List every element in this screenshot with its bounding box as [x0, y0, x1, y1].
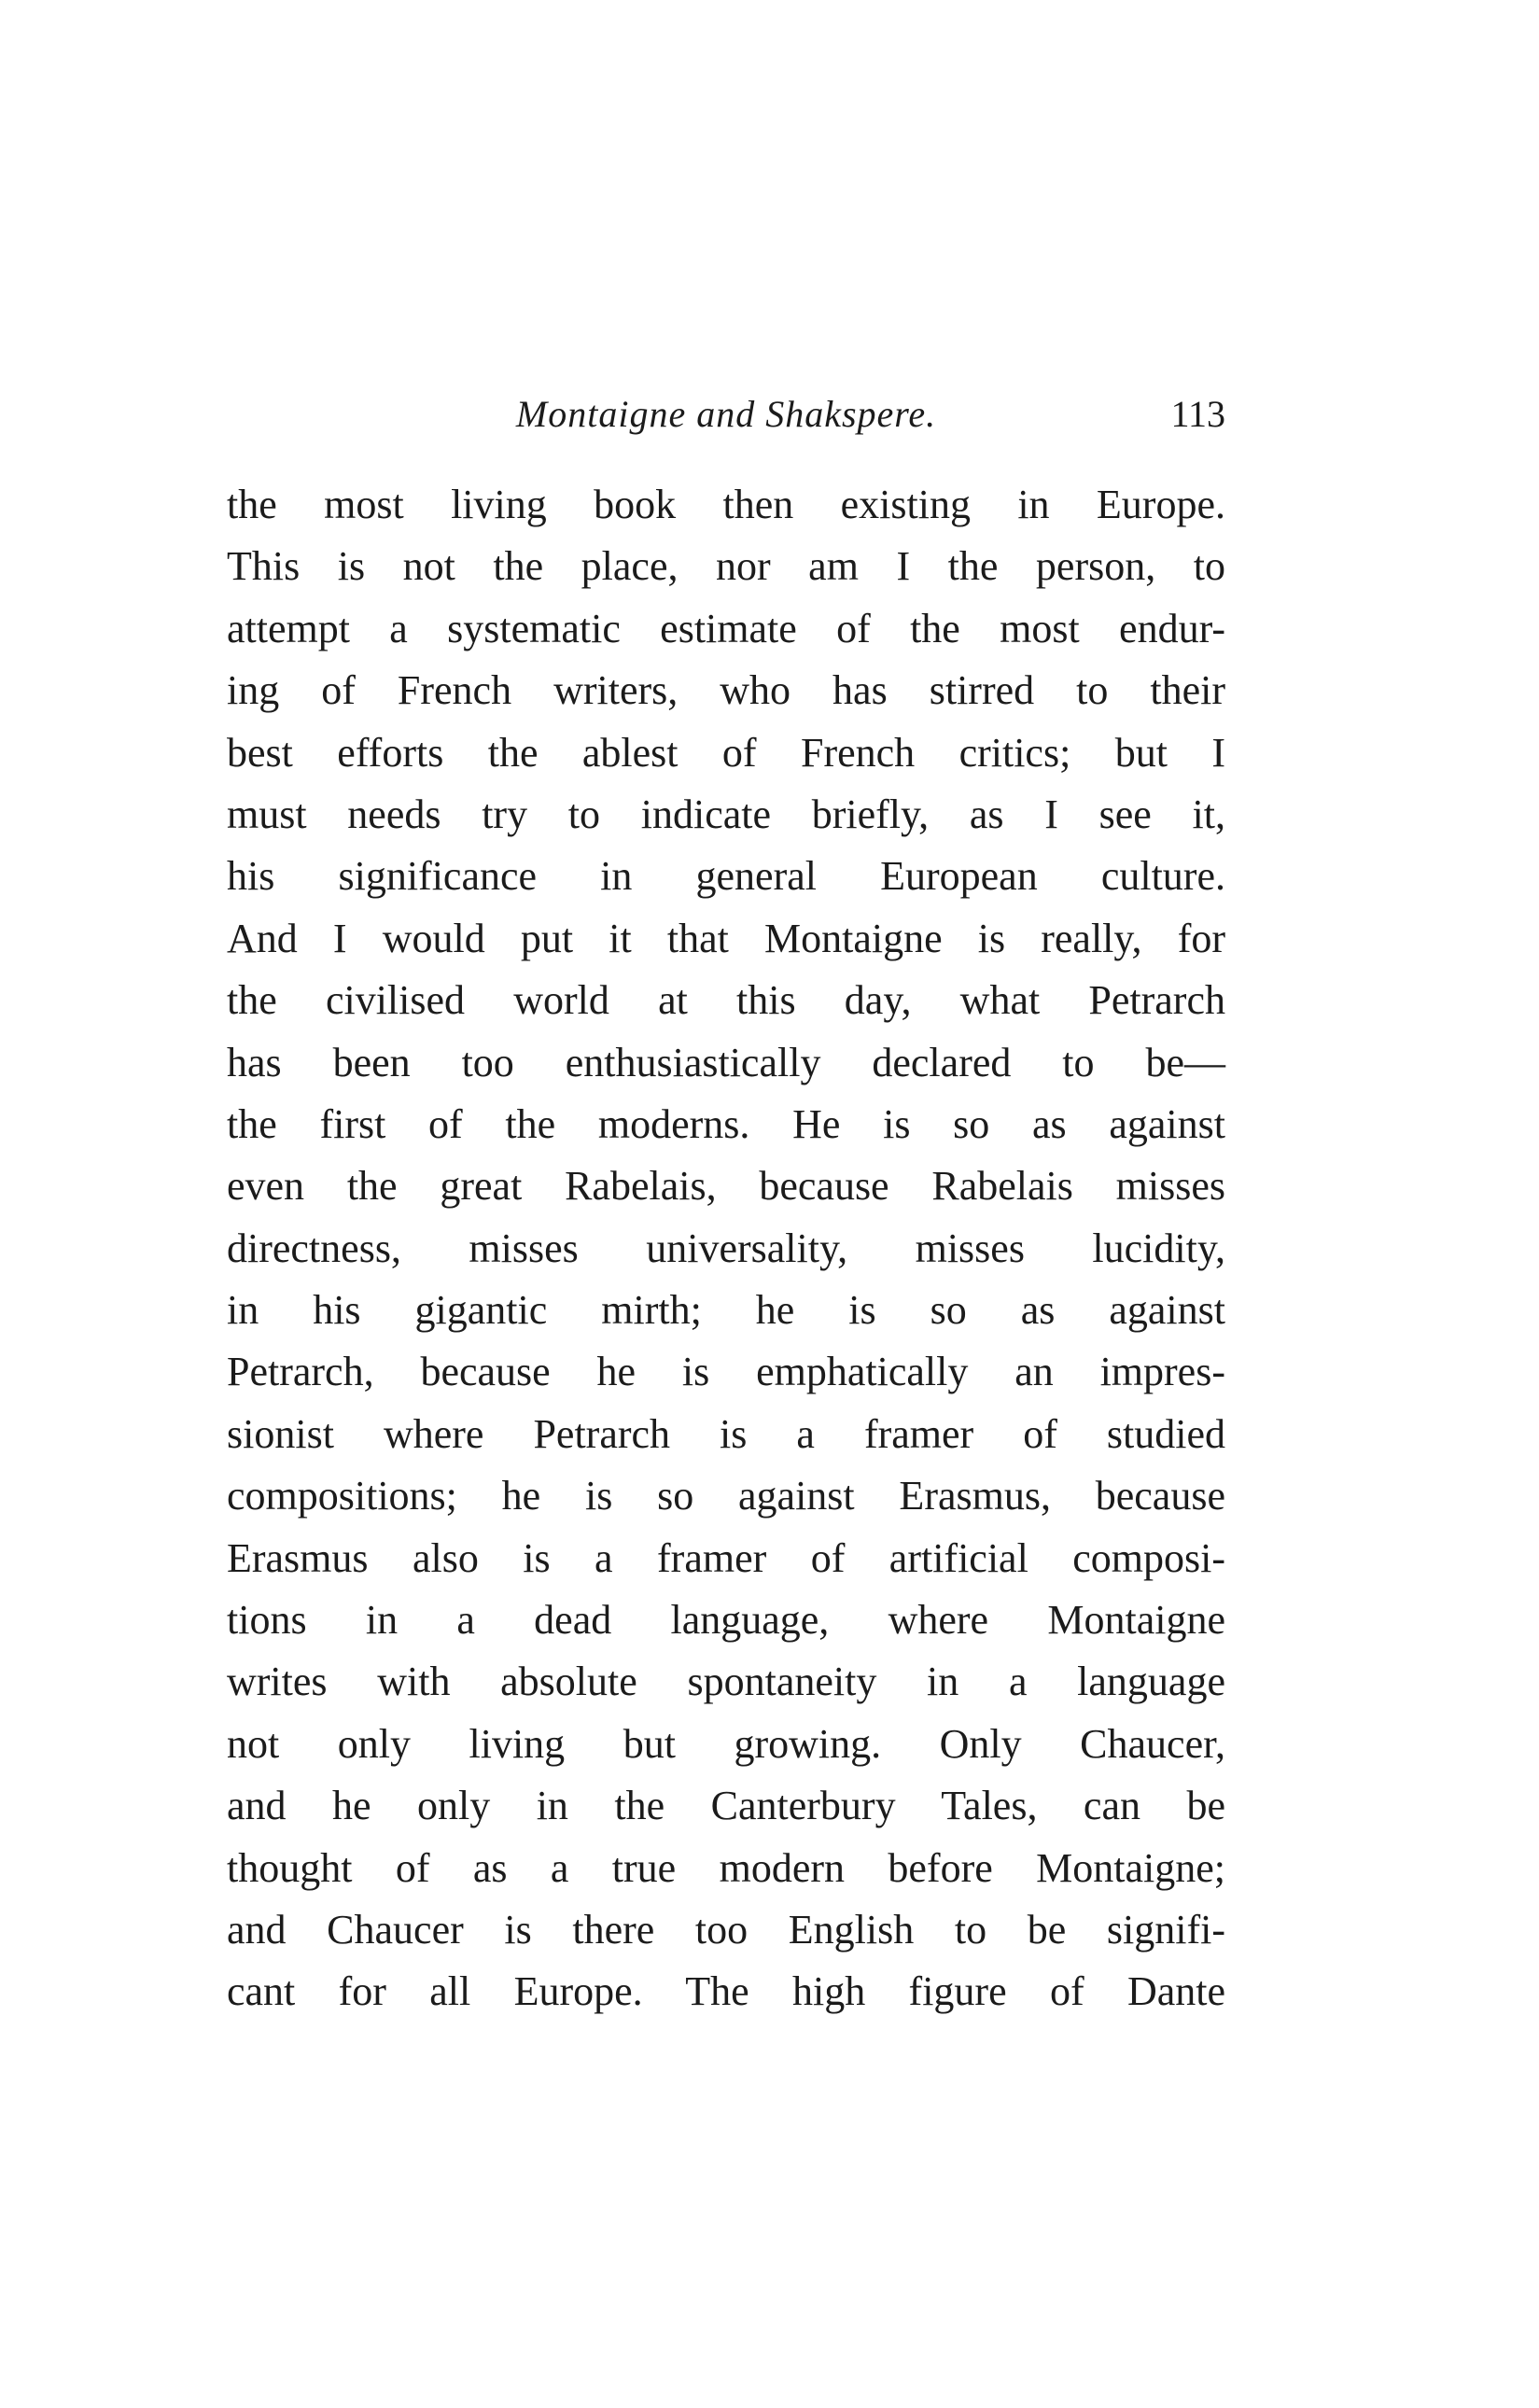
text-line: And I would put it that Montaigne is really, for [227, 915, 1225, 961]
text-line: tions in a dead language, where Montaigne [227, 1597, 1225, 1644]
text-line: sionist where Petrarch is a framer of studied [227, 1410, 1225, 1457]
running-head [227, 386, 1225, 442]
text-line: This is not the place, nor am I the person, to [227, 543, 1225, 590]
text-line: compositions; he is so against Erasmus, because [227, 1473, 1225, 1519]
text-line: has been too enthusiastically declared to be— [227, 1039, 1225, 1085]
text-line: attempt a systematic estimate of the most endur- [227, 605, 1225, 651]
text-line: and Chaucer is there too English to be signifi- [227, 1906, 1225, 1953]
text-line: cant for all Europe. The high figure of Dante [227, 1968, 1225, 2015]
text-line: not only living but growing. Only Chaucer, [227, 1720, 1225, 1767]
text-line: must needs try to indicate briefly, as I see it, [227, 791, 1225, 837]
text-line: the civilised world at this day, what Petrarch [227, 977, 1225, 1024]
running-title: Montaigne and Shakspere. [515, 393, 937, 435]
text-line: directness, misses universality, misses lucidity, [227, 1225, 1225, 1271]
text-line: even the great Rabelais, because Rabelais misses [227, 1163, 1225, 1210]
text-line: Erasmus also is a framer of artificial composi- [227, 1534, 1225, 1581]
text-line: Petrarch, because he is emphatically an impres- [227, 1349, 1225, 1395]
text-line: in his gigantic mirth; he is so as against [227, 1287, 1225, 1334]
text-line: writes with absolute spontaneity in a language [227, 1659, 1225, 1705]
text-line: and he only in the Canterbury Tales, can be [227, 1783, 1225, 1829]
text-line: ing of French writers, who has stirred to their [227, 667, 1225, 714]
text-line: his significance in general European culture. [227, 853, 1225, 900]
text-line: the first of the moderns. He is so as against [227, 1100, 1225, 1147]
text-line: best efforts the ablest of French critics; but I [227, 729, 1225, 776]
page-number: 113 [1170, 393, 1225, 435]
text-line: thought of as a true modern before Montaigne; [227, 1844, 1225, 1891]
body-text [227, 474, 1225, 2023]
text-line: the most living book then existing in Europe. [227, 482, 1225, 527]
